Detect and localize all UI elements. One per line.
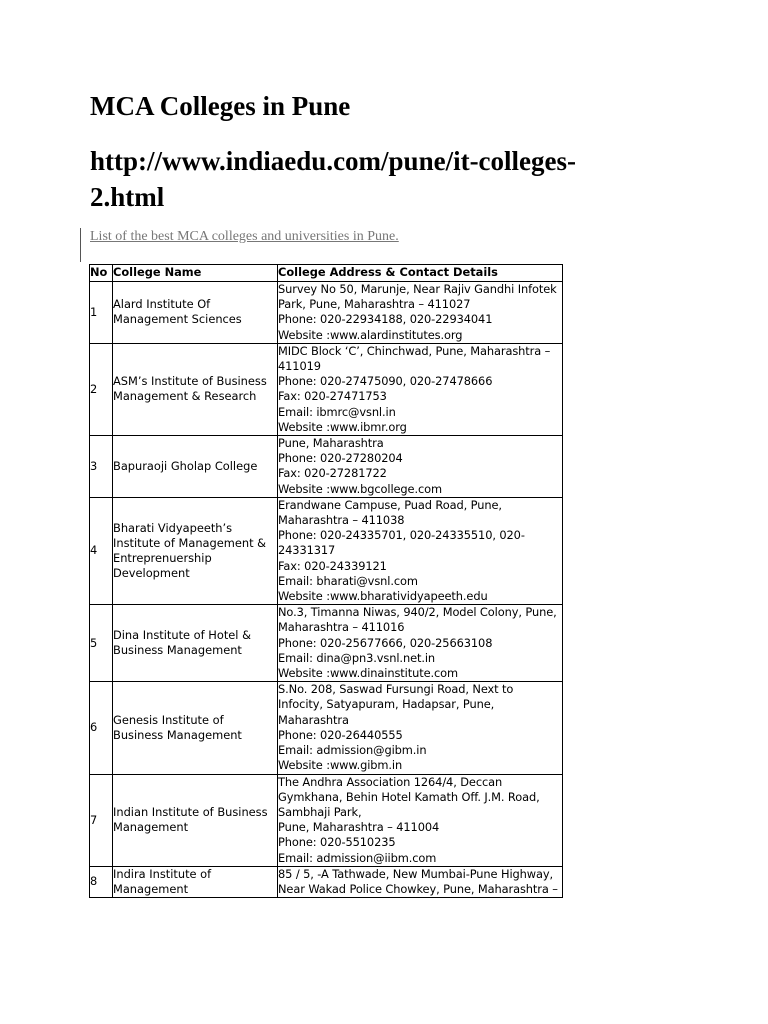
table-row <box>90 436 563 498</box>
header-no: No <box>90 265 113 282</box>
address-line: Phone: 020-22934188, 020-22934041 <box>278 312 493 327</box>
table-row <box>90 343 563 435</box>
address-line: Email: ibmrc@vsnl.in <box>278 404 396 419</box>
address-line: Phone: 020-27280204 <box>278 451 403 466</box>
address-line: Email: admission@gibm.in <box>278 743 427 758</box>
college-address <box>278 497 563 604</box>
row-number: 7 <box>90 774 113 866</box>
table-row <box>90 282 563 344</box>
address-line: Maharashtra – 411016 <box>278 620 405 635</box>
address-line: Website :www.bharatividyapeeth.edu <box>278 589 488 604</box>
header-college-name: College Name <box>113 265 278 282</box>
college-address <box>278 436 563 498</box>
text-cursor <box>80 228 81 262</box>
table-row <box>90 605 563 682</box>
intro-link[interactable]: List of the best MCA colleges and universities in Pune. <box>90 229 399 244</box>
college-name: Genesis Institute of Business Management <box>113 682 278 774</box>
address-line: Fax: 020-27471753 <box>278 389 387 404</box>
address-line: Email: admission@iibm.com <box>278 850 437 865</box>
table-row <box>90 497 563 604</box>
college-address <box>278 605 563 682</box>
college-name: ASM’s Institute of Business Management & Research <box>113 343 278 435</box>
table-row <box>90 682 563 774</box>
address-line: Pune, Maharashtra – 411004 <box>278 820 440 835</box>
college-name: Indian Institute of Business Management <box>113 774 278 866</box>
url-line: http://www.indiaedu.com/pune/it-colleges- <box>90 146 577 176</box>
row-number: 5 <box>90 605 113 682</box>
address-line: Fax: 020-27281722 <box>278 466 387 481</box>
college-address <box>278 682 563 774</box>
address-line: Phone: 020-5510235 <box>278 835 396 850</box>
address-line: Phone: 020-24335701, 020-24335510, 020- <box>278 528 525 543</box>
colleges-table <box>89 264 563 898</box>
header-address: College Address & Contact Details <box>278 265 563 282</box>
address-line: Website :www.gibm.in <box>278 758 403 773</box>
address-line: The Andhra Association 1264/4, Deccan <box>278 774 503 789</box>
college-address <box>278 282 563 344</box>
address-line: Gymkhana, Behin Hotel Kamath Off. J.M. Road, <box>278 789 540 804</box>
row-number: 8 <box>90 866 113 897</box>
address-line: Maharashtra <box>278 712 349 727</box>
address-line: Sambhaji Park, <box>278 804 362 819</box>
college-address <box>278 343 563 435</box>
table-header-row <box>90 265 563 282</box>
page-url[interactable] <box>90 143 660 215</box>
table-body <box>90 282 563 898</box>
college-name: Bapuraoji Gholap College <box>113 436 278 498</box>
address-line: Pune, Maharashtra <box>278 436 384 451</box>
page-title: MCA Colleges in Pune <box>90 91 351 121</box>
college-name: Alard Institute Of Management Sciences <box>113 282 278 344</box>
address-line: Website :www.alardinstitutes.org <box>278 327 463 342</box>
address-line: Website :www.ibmr.org <box>278 419 407 434</box>
address-line: Website :www.bgcollege.com <box>278 481 443 496</box>
address-line: Website :www.dinainstitute.com <box>278 666 459 681</box>
address-line: No.3, Timanna Niwas, 940/2, Model Colony, Pune, <box>278 605 557 620</box>
row-number: 6 <box>90 682 113 774</box>
address-line: Survey No 50, Marunje, Near Rajiv Gandhi Infotek <box>278 282 557 296</box>
address-line: Email: dina@pn3.vsnl.net.in <box>278 650 436 665</box>
row-number: 2 <box>90 343 113 435</box>
address-line: 24331317 <box>278 543 336 558</box>
college-address <box>278 866 563 897</box>
college-name: Dina Institute of Hotel & Business Management <box>113 605 278 682</box>
address-line: 85 / 5, -A Tathwade, New Mumbai-Pune Highway, <box>278 866 554 881</box>
address-line: 411019 <box>278 359 321 374</box>
address-line: Erandwane Campuse, Puad Road, Pune, <box>278 497 502 512</box>
college-name: Bharati Vidyapeeth’s Institute of Management & Entreprenuership Development <box>113 497 278 604</box>
college-name: Indira Institute of Management <box>113 866 278 897</box>
address-line: Email: bharati@vsnl.com <box>278 573 418 588</box>
address-line: Maharashtra – 411038 <box>278 513 405 528</box>
address-line: Phone: 020-26440555 <box>278 727 403 742</box>
address-line: S.No. 208, Saswad Fursungi Road, Next to <box>278 682 514 697</box>
address-line: Near Wakad Police Chowkey, Pune, Maharashtra – <box>278 881 558 896</box>
row-number: 4 <box>90 497 113 604</box>
address-line: Phone: 020-25677666, 020-25663108 <box>278 635 493 650</box>
table-row <box>90 774 563 866</box>
url-line: 2.html <box>90 182 165 212</box>
address-line: Phone: 020-27475090, 020-27478666 <box>278 374 493 389</box>
address-line: Park, Pune, Maharashtra – 411027 <box>278 297 471 312</box>
address-line: Fax: 020-24339121 <box>278 558 387 573</box>
college-address <box>278 774 563 866</box>
row-number: 1 <box>90 282 113 344</box>
table-row <box>90 866 563 897</box>
address-line: MIDC Block ‘C’, Chinchwad, Pune, Maharashtra – <box>278 343 551 358</box>
address-line: Infocity, Satyapuram, Hadapsar, Pune, <box>278 697 495 712</box>
row-number: 3 <box>90 436 113 498</box>
